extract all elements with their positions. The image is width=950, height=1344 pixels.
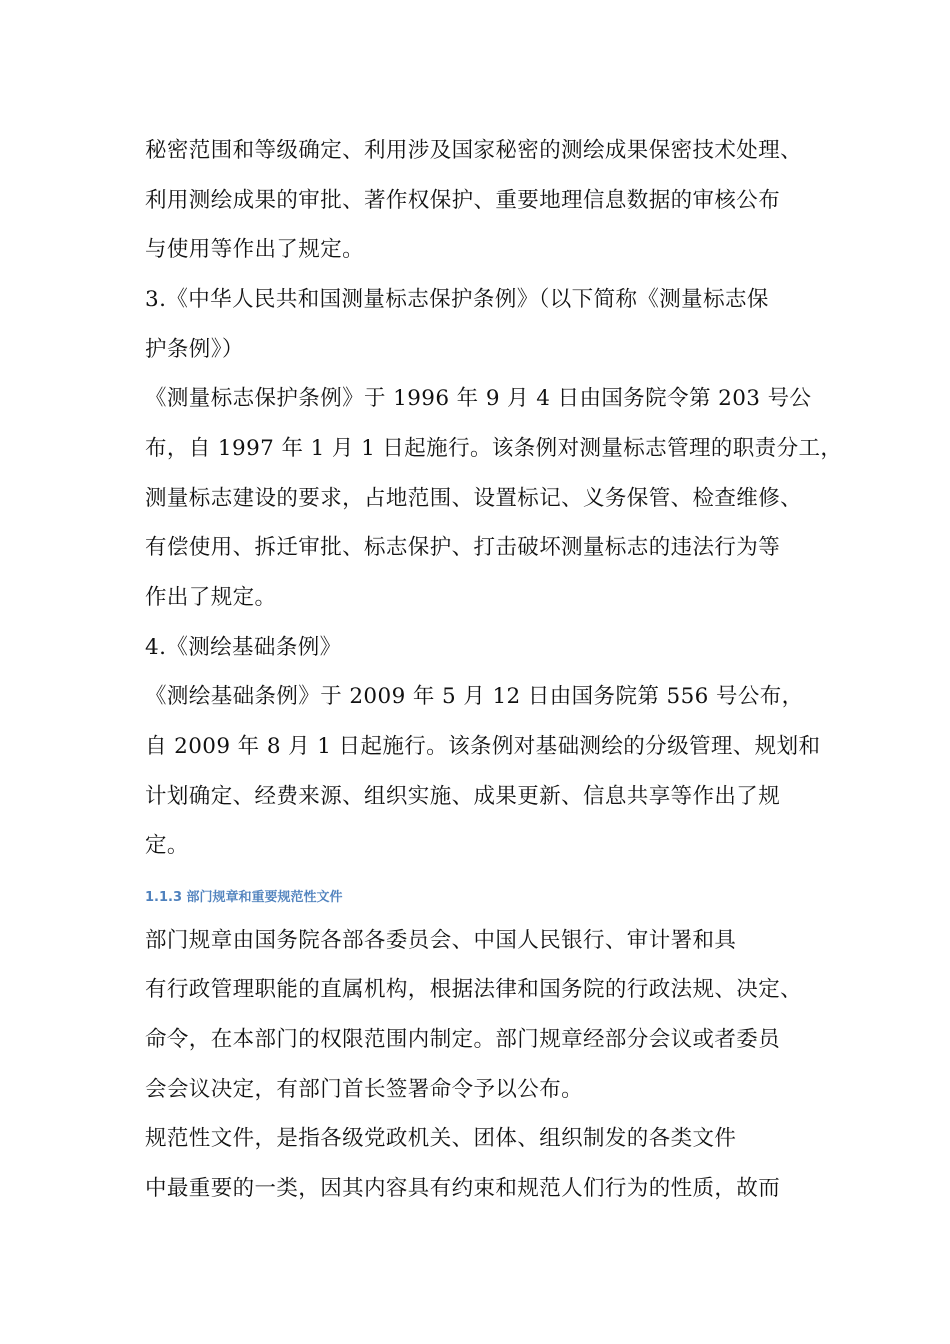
text-line: 护条例》）	[145, 337, 244, 362]
text-line: 部门规章由国务院各部各委员会、中国人民银行、审计署和具	[145, 928, 737, 953]
text-line: 《测量标志保护条例》于 1996 年 9 月 4 日由国务院令第 203 号公	[145, 386, 812, 411]
text-line: 定。	[145, 833, 189, 858]
text-line: 计划确定、经费来源、组织实施、成果更新、信息共享等作出了规	[145, 784, 781, 809]
text-line: 会会议决定，有部门首长签署命令予以公布。	[145, 1077, 584, 1102]
list-item-3-title: 3.《中华人民共和国测量标志保护条例》（以下简称《测量标志保	[145, 287, 769, 312]
section-heading: 1.1.3 部门规章和重要规范性文件	[145, 890, 343, 905]
text-line: 规范性文件，是指各级党政机关、团体、组织制发的各类文件	[145, 1126, 737, 1151]
text-line: 《测绘基础条例》于 2009 年 5 月 12 日由国务院第 556 号公布，	[145, 684, 804, 709]
text-line: 中最重要的一类，因其内容具有约束和规范人们行为的性质，故而	[145, 1176, 781, 1201]
text-line: 有行政管理职能的直属机构，根据法律和国务院的行政法规、决定、	[145, 977, 803, 1002]
text-line: 作出了规定。	[145, 585, 277, 610]
text-line: 自 2009 年 8 月 1 日起施行。该条例对基础测绘的分级管理、规划和	[145, 734, 821, 759]
text-line: 利用测绘成果的审批、著作权保护、重要地理信息数据的审核公布	[145, 188, 781, 213]
text-line: 有偿使用、拆迁审批、标志保护、打击破坏测量标志的违法行为等	[145, 535, 781, 560]
text-line: 命令，在本部门的权限范围内制定。部门规章经部分会议或者委员	[145, 1027, 781, 1052]
text-line: 与使用等作出了规定。	[145, 237, 365, 262]
list-item-4-title: 4.《测绘基础条例》	[145, 635, 342, 660]
text-line: 布，自 1997 年 1 月 1 日起施行。该条例对测量标志管理的职责分工，	[145, 436, 843, 461]
text-line: 测量标志建设的要求，占地范围、设置标记、义务保管、检查维修、	[145, 486, 803, 511]
text-line: 秘密范围和等级确定、利用涉及国家秘密的测绘成果保密技术处理、	[145, 138, 803, 163]
